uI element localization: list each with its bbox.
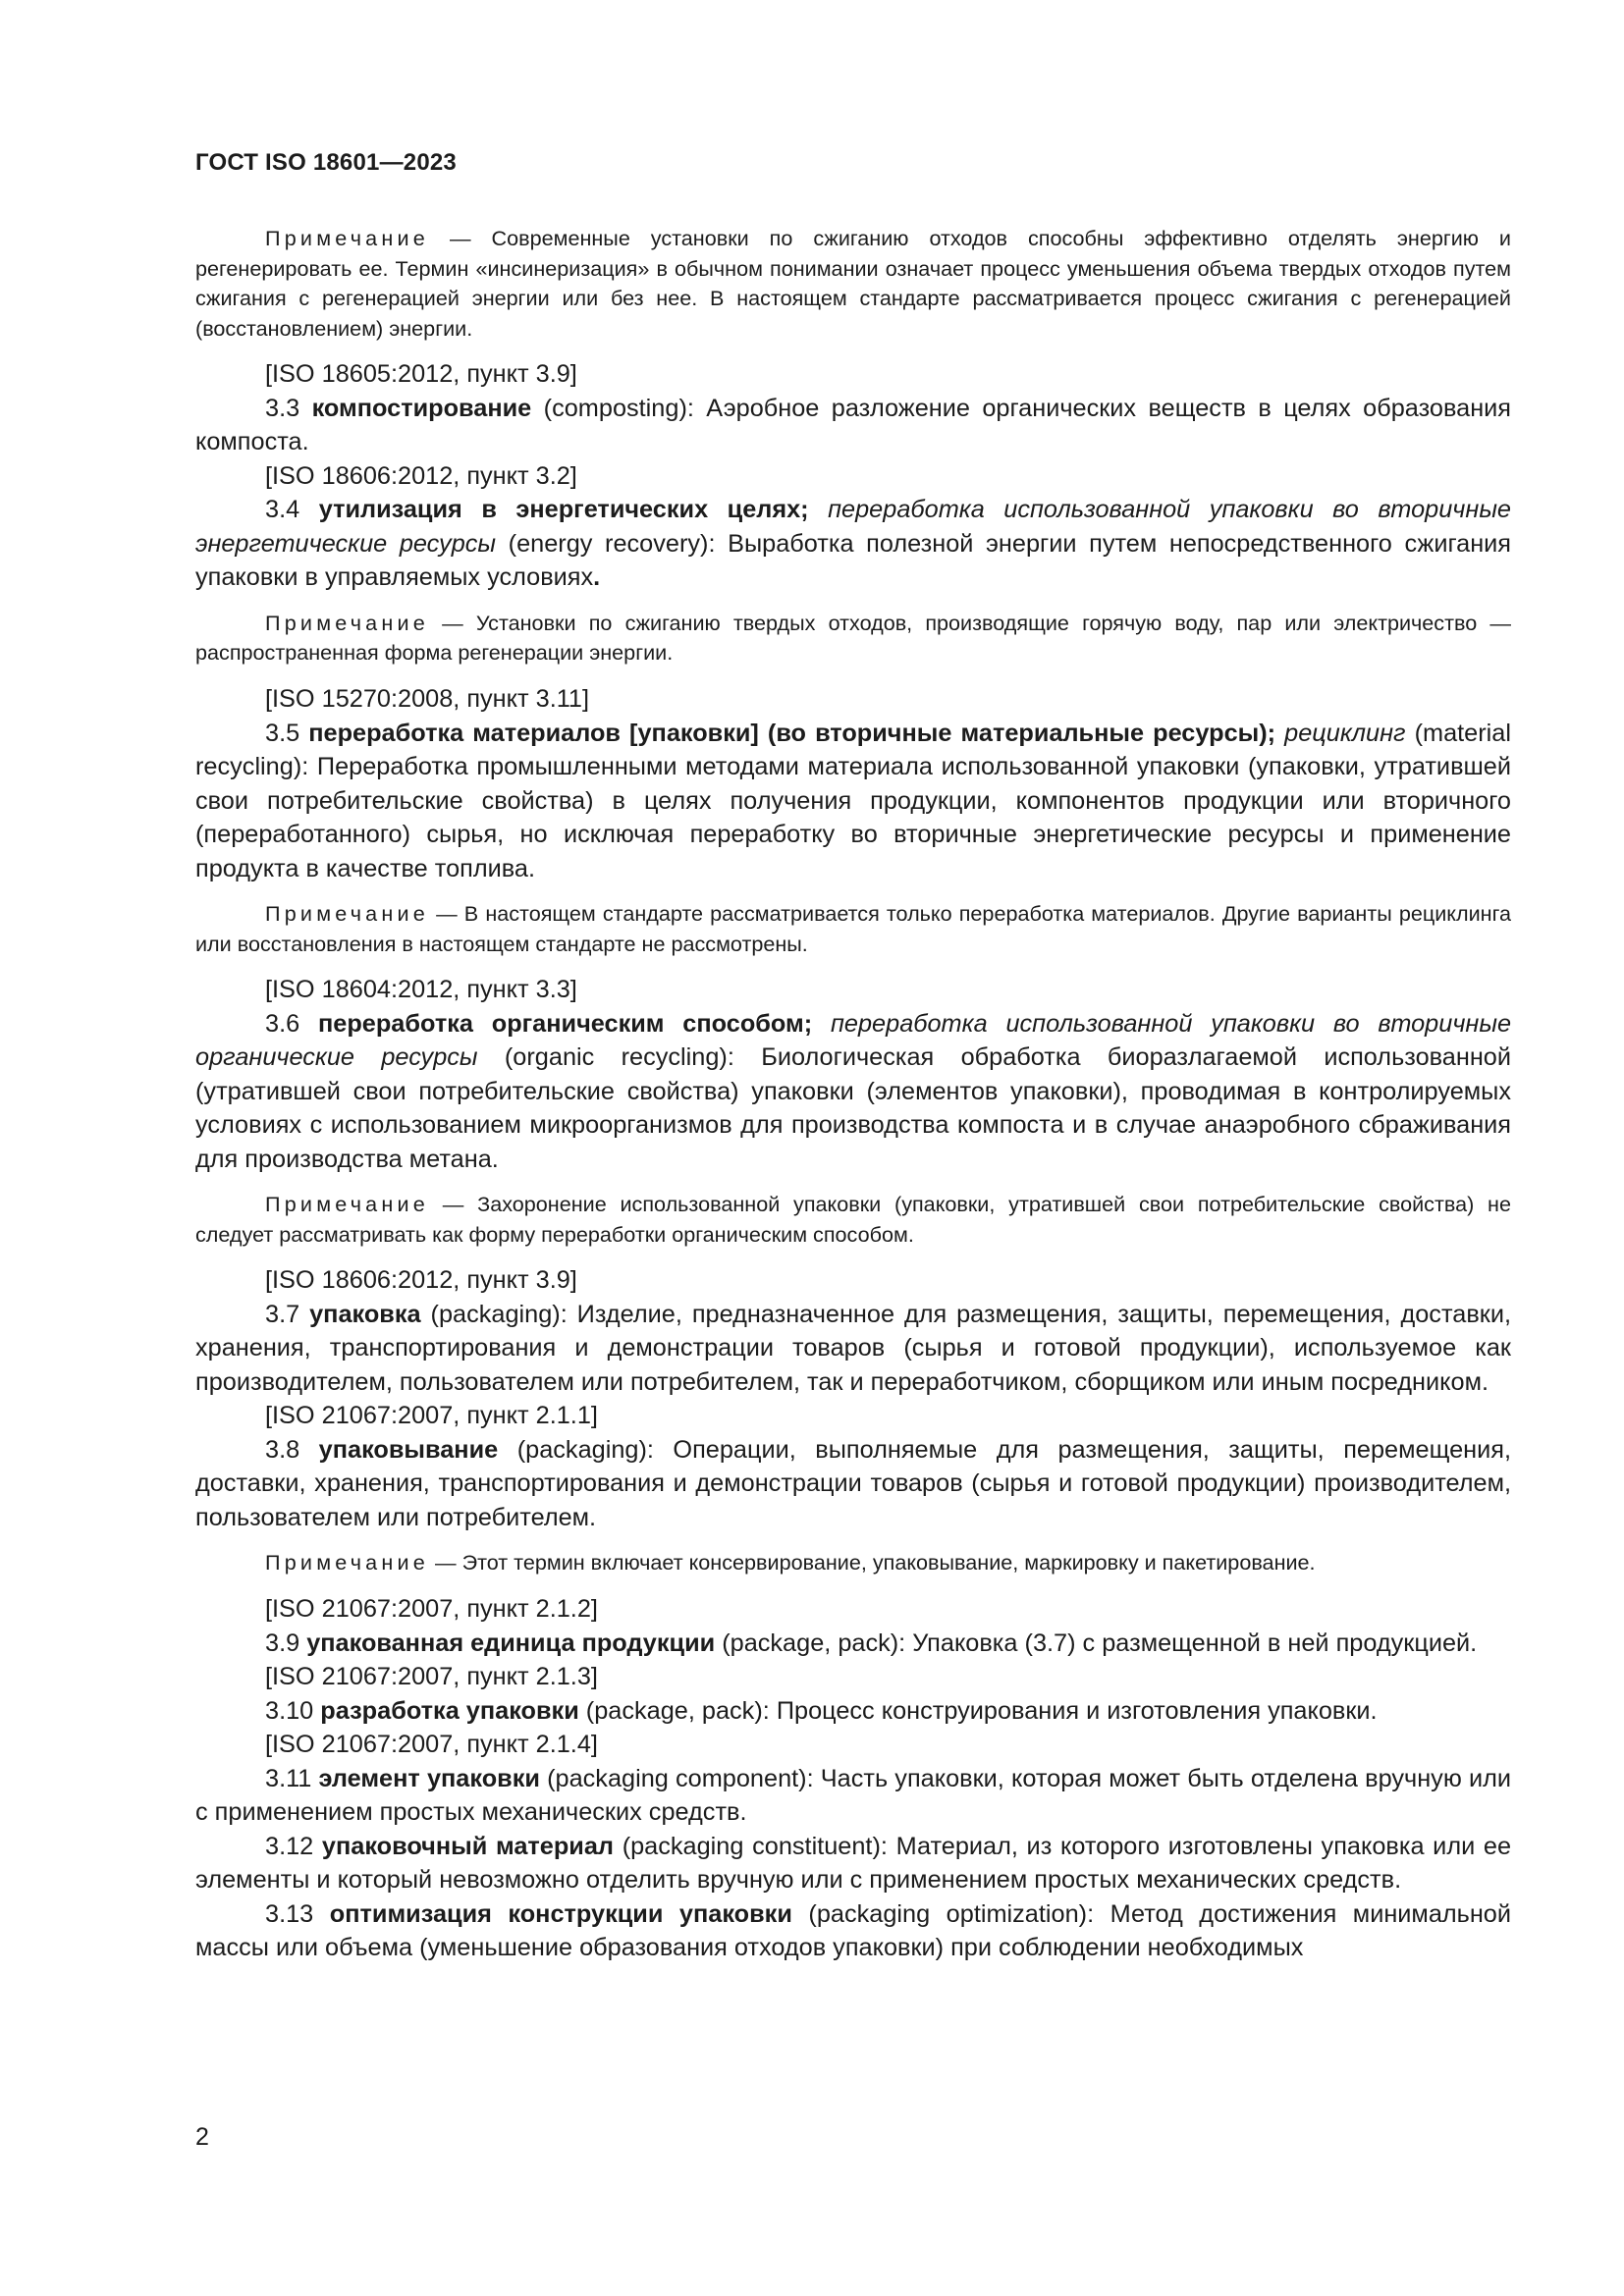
source-reference: [ISO 21067:2007, пункт 2.1.2]	[265, 1595, 598, 1624]
clause-number: 3.9	[265, 1629, 307, 1657]
note-label: Примечание	[265, 610, 429, 635]
term: утилизация в энергетических целях;	[318, 496, 809, 524]
definition-3-13	[195, 1897, 1511, 1965]
definition-3-11	[195, 1762, 1511, 1830]
source-reference: [ISO 21067:2007, пункт 2.1.4]	[265, 1731, 598, 1759]
definition-text: (packaging): Операции, выполняемые для размещения, защиты, перемещения, доставки, хранения, транспортирования и демонстрации товаров (сырья и готовой продукции) производителем, пользователем или потребителем.	[195, 1435, 1511, 1531]
alternative-term: переработка использованной упаковки во вторичные энергетические ресурсы	[195, 496, 1511, 558]
definition-3-7	[195, 1298, 1511, 1400]
definition-text: (packaging constituent): Материал, из которого изготовлены упаковка или ее элементы и который невозможно отделить вручную или с применением простых механических средств.	[195, 1832, 1512, 1895]
definition-end: .	[593, 563, 601, 592]
term: упаковочный материал	[321, 1832, 615, 1860]
definition-3-3	[195, 392, 1511, 459]
term: упакованная единица продукции	[306, 1629, 716, 1657]
clause-number: 3.4	[265, 496, 319, 524]
definition-3-8	[195, 1433, 1511, 1535]
clause-number: 3.11	[265, 1764, 319, 1792]
clause-number: 3.5	[265, 719, 309, 747]
term: разработка упаковки	[320, 1696, 579, 1725]
page-content	[195, 224, 1511, 1965]
definition-3-9	[195, 1627, 1511, 1661]
term: упаковывание	[318, 1435, 499, 1464]
clause-number: 3.6	[265, 1009, 318, 1038]
term: переработка органическим способом;	[317, 1009, 813, 1038]
definition-3-5	[195, 717, 1511, 886]
page-number: 2	[195, 2123, 209, 2151]
clause-number: 3.8	[265, 1435, 319, 1464]
note-text: — Установки по сжиганию твердых отходов, производящие горячую воду, пар или электричество — распространенная форма регенерации энергии.	[195, 610, 1511, 666]
clause-number: 3.7	[265, 1300, 310, 1328]
definition-text: (packaging): Изделие, предназначенное для размещения, защиты, перемещения, доставки, хранения, транспортирования и демонстрации товаров (сырья и готовой продукции), используемое как производителем, пользователем или потребителем, так и переработчиком, сборщиком или иным посредником.	[195, 1300, 1511, 1396]
note-label: Примечание	[265, 1550, 429, 1575]
alternative-term: переработка использованной упаковки во вторичные органические ресурсы	[195, 1009, 1512, 1072]
note-paragraph	[195, 224, 1511, 344]
clause-number: 3.12	[265, 1832, 322, 1860]
definition-text: (packaging component): Часть упаковки, которая может быть отделена вручную или с применением простых механических средств.	[195, 1764, 1511, 1827]
source-reference: [ISO 18606:2012, пункт 3.9]	[265, 1266, 577, 1295]
clause-number: 3.10	[265, 1696, 321, 1725]
definition-3-10	[195, 1694, 1511, 1729]
definition-text: (energy recovery): Выработка полезной энергии путем непосредственного сжигания упаковки в управляемых условиях	[195, 529, 1511, 592]
definition-3-12	[195, 1830, 1511, 1897]
clause-number: 3.13	[265, 1899, 330, 1928]
source-reference: [ISO 21067:2007, пункт 2.1.3]	[265, 1663, 598, 1691]
term: оптимизация конструкции упаковки	[329, 1899, 792, 1928]
definition-3-4	[195, 493, 1511, 595]
note-text: — Этот термин включает консервирование, упаковывание, маркировку и пакетирование.	[429, 1550, 1316, 1575]
definition-3-6	[195, 1007, 1511, 1177]
note-label: Примечание	[265, 1192, 429, 1217]
term: упаковка	[309, 1300, 421, 1328]
note-paragraph	[195, 609, 1511, 668]
source-reference: [ISO 18605:2012, пункт 3.9]	[265, 360, 577, 389]
note-paragraph	[195, 899, 1511, 959]
note-label: Примечание	[265, 901, 429, 927]
note-paragraph	[195, 1190, 1511, 1250]
definition-text: (packaging optimization): Метод достижения минимальной массы или объема (уменьшение образования отходов упаковки) при соблюдении необходимых	[195, 1899, 1512, 1962]
definition-text: (material recycling): Переработка промышленными методами материала использованной упаковки (упаковки, утратившей свои потребительские свойства) в целях получения продукции, компонентов продукции или вторичного (переработанного) сырья, но исключая переработку во вторичные энергетические ресурсы и применение продукта в качестве топлива.	[195, 719, 1511, 882]
term: элемент упаковки	[318, 1764, 540, 1792]
definition-text: (package, pack): Упаковка (3.7) с размещенной в ней продукцией.	[715, 1629, 1478, 1657]
note-text: — В настоящем стандарте рассматривается только переработка материалов. Другие варианты рециклинга или восстановления в настоящем стандарте не рассмотрены.	[195, 901, 1511, 956]
clause-number: 3.3	[265, 394, 312, 422]
term: компостирование	[311, 394, 532, 422]
note-paragraph	[195, 1548, 1511, 1578]
note-text: — Современные установки по сжиганию отходов способны эффективно отделять энергию и регенерировать ее. Термин «инсинеризация» в обычном понимании означает процесс уменьшения объема твердых отходов путем сжигания с регенерацией энергии или без нее. В настоящем стандарте рассматривается процесс сжигания с регенерацией (восстановлением) энергии.	[195, 226, 1511, 341]
note-label: Примечание	[265, 226, 429, 250]
definition-text: (composting): Аэробное разложение органических веществ в целях образования компоста.	[195, 394, 1511, 456]
term: переработка материалов [упаковки] (во вторичные материальные ресурсы);	[308, 719, 1276, 747]
alternative-term: рециклинг	[1275, 719, 1406, 747]
definition-text: (organic recycling): Биологическая обработка биоразлагаемой использованной (утратившей свои потребительские свойства) упаковки (элементов упаковки), проводимая в контролируемых условиях с использованием микроорганизмов для производства компоста и в случае анаэробного сбраживания для производства метана.	[195, 1043, 1511, 1173]
definition-text: (package, pack): Процесс конструирования и изготовления упаковки.	[578, 1696, 1378, 1725]
source-reference: [ISO 18604:2012, пункт 3.3]	[265, 976, 577, 1004]
source-reference: [ISO 21067:2007, пункт 2.1.1]	[265, 1402, 598, 1430]
note-text: — Захоронение использованной упаковки (упаковки, утратившей свои потребительские свойства) не следует рассматривать как форму переработки органическим способом.	[195, 1192, 1511, 1247]
page-header: ГОСТ ISO 18601—2023	[195, 149, 457, 176]
source-reference: [ISO 15270:2008, пункт 3.11]	[265, 685, 590, 714]
source-reference: [ISO 18606:2012, пункт 3.2]	[265, 461, 577, 490]
